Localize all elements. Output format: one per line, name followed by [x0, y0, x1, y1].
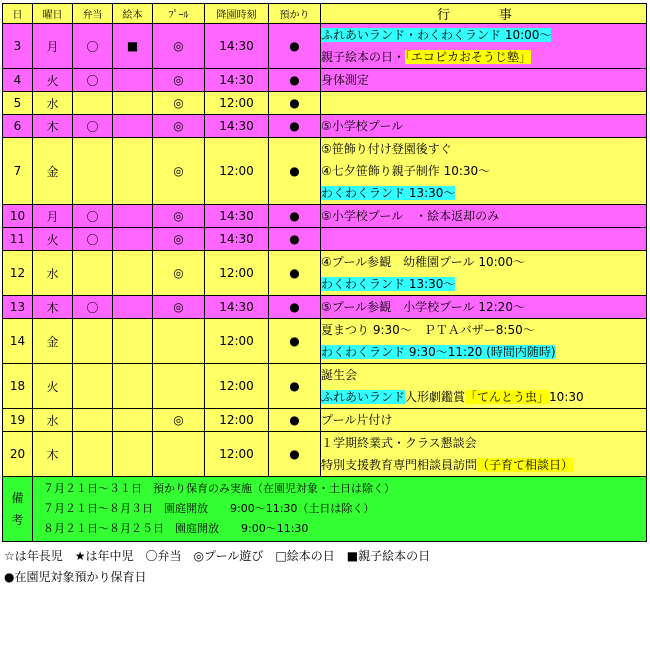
schedule-row — [3, 92, 647, 115]
header-azukari: 預かり — [269, 4, 321, 24]
day-cell: 12 — [3, 251, 33, 296]
event-text: 親子絵本の日・ — [321, 50, 406, 64]
bikou-line: ７月２１日～８月３日 園庭開放 9:00～11:30（土日は除く） — [43, 502, 375, 515]
dismissal-time-cell: 12:00 — [205, 319, 269, 364]
azukari-cell: ● — [269, 205, 321, 228]
dismissal-time-cell: 12:00 — [205, 409, 269, 432]
dismissal-time-cell: 12:00 — [205, 432, 269, 477]
ehon-cell — [113, 228, 153, 251]
day-cell: 6 — [3, 115, 33, 138]
dismissal-time-cell: 14:30 — [205, 228, 269, 251]
pool-cell: ◎ — [153, 24, 205, 69]
legend — [4, 546, 644, 588]
event-text: ④プール参観 幼稚園プール 10:00～ — [321, 255, 525, 269]
events-cell — [321, 138, 647, 205]
azukari-cell: ● — [269, 24, 321, 69]
ehon-cell — [113, 364, 153, 409]
bento-cell: 〇 — [73, 115, 113, 138]
header-dismissal-time: 降園時刻 — [205, 4, 269, 24]
bento-cell — [73, 319, 113, 364]
weekday-cell: 金 — [33, 319, 73, 364]
ehon-cell — [113, 92, 153, 115]
bento-cell — [73, 432, 113, 477]
header-events: 行 事 — [321, 4, 647, 24]
events-cell — [321, 296, 647, 319]
dismissal-time-cell: 12:00 — [205, 92, 269, 115]
azukari-cell: ● — [269, 115, 321, 138]
event-text: 「エコピカおそうじ塾」 — [405, 50, 532, 64]
event-text: 夏まつり 9:30～ ＰＴＡバザー8:50～ — [321, 323, 535, 337]
ehon-cell — [113, 296, 153, 319]
dismissal-time-cell: 12:00 — [205, 251, 269, 296]
weekday-cell: 火 — [33, 69, 73, 92]
day-cell: 18 — [3, 364, 33, 409]
ehon-cell — [113, 138, 153, 205]
ehon-cell — [113, 205, 153, 228]
event-line — [321, 251, 646, 273]
events-cell — [321, 69, 647, 92]
events-cell — [321, 115, 647, 138]
weekday-cell: 月 — [33, 24, 73, 69]
ehon-cell — [113, 409, 153, 432]
ehon-cell — [113, 251, 153, 296]
pool-cell: ◎ — [153, 409, 205, 432]
event-text: わくわくランド 13:30～ — [321, 277, 456, 291]
weekday-cell: 水 — [33, 251, 73, 296]
weekday-cell: 水 — [33, 92, 73, 115]
bento-cell — [73, 364, 113, 409]
event-text: ふれあいランド — [321, 390, 406, 404]
azukari-cell: ● — [269, 296, 321, 319]
weekday-cell: 水 — [33, 409, 73, 432]
day-cell: 4 — [3, 69, 33, 92]
weekday-cell: 金 — [33, 138, 73, 205]
bikou-row — [3, 477, 647, 542]
azukari-cell: ● — [269, 409, 321, 432]
pool-cell — [153, 432, 205, 477]
dismissal-time-cell: 14:30 — [205, 24, 269, 69]
header-weekday: 曜日 — [33, 4, 73, 24]
day-cell: 5 — [3, 92, 33, 115]
event-line — [321, 69, 646, 91]
event-text: ⑤小学校プール — [321, 119, 404, 133]
ehon-cell — [113, 432, 153, 477]
event-line — [321, 273, 646, 295]
ehon-cell — [113, 69, 153, 92]
events-cell — [321, 251, 647, 296]
event-line — [321, 24, 646, 46]
bento-cell: 〇 — [73, 69, 113, 92]
pool-cell — [153, 364, 205, 409]
event-text: 身体測定 — [321, 73, 370, 87]
event-text: 誕生会 — [321, 368, 358, 382]
header-day: 日 — [3, 4, 33, 24]
events-cell — [321, 409, 647, 432]
event-line — [321, 341, 646, 363]
ehon-cell — [113, 115, 153, 138]
event-line — [321, 115, 646, 137]
dismissal-time-cell: 14:30 — [205, 205, 269, 228]
weekday-cell: 木 — [33, 115, 73, 138]
event-text: 10:30 — [549, 390, 584, 404]
bento-cell — [73, 409, 113, 432]
bikou-line: ７月２１日～３１日 預かり保育のみ実施（在園児対象・土日は除く） — [43, 482, 395, 495]
schedule-row — [3, 228, 647, 251]
day-cell: 19 — [3, 409, 33, 432]
schedule-row — [3, 138, 647, 205]
azukari-cell: ● — [269, 69, 321, 92]
events-cell — [321, 228, 647, 251]
event-text: わくわくランド 9:30～11:20 (時間内随時) — [321, 345, 556, 359]
event-text: 人形劇鑑賞 — [405, 390, 466, 404]
event-line — [321, 182, 646, 204]
pool-cell: ◎ — [153, 296, 205, 319]
dismissal-time-cell: 14:30 — [205, 69, 269, 92]
day-cell: 11 — [3, 228, 33, 251]
schedule-row — [3, 24, 647, 69]
dismissal-time-cell: 14:30 — [205, 115, 269, 138]
bikou-content — [33, 477, 647, 542]
bento-cell: 〇 — [73, 205, 113, 228]
ehon-cell — [113, 319, 153, 364]
event-text: わくわくランド 13:30～ — [321, 186, 456, 200]
pool-cell: ◎ — [153, 251, 205, 296]
events-cell — [321, 24, 647, 69]
bento-cell — [73, 138, 113, 205]
day-cell: 7 — [3, 138, 33, 205]
event-text: １学期終業式・クラス懇談会 — [321, 436, 477, 450]
schedule-table — [2, 3, 647, 542]
schedule-row — [3, 115, 647, 138]
event-text: ふれあいランド・わくわくランド 10:00～ — [321, 28, 552, 42]
pool-cell: ◎ — [153, 228, 205, 251]
pool-cell: ◎ — [153, 92, 205, 115]
legend-line: ●在園児対象預かり保育日 — [4, 570, 147, 584]
azukari-cell: ● — [269, 228, 321, 251]
event-line — [321, 364, 646, 386]
weekday-cell: 火 — [33, 364, 73, 409]
event-text: 「てんとう虫」 — [465, 390, 550, 404]
weekday-cell: 火 — [33, 228, 73, 251]
bikou-label — [3, 477, 33, 542]
schedule-row — [3, 205, 647, 228]
event-line — [321, 296, 646, 318]
dismissal-time-cell: 12:00 — [205, 138, 269, 205]
day-cell: 10 — [3, 205, 33, 228]
legend-line: ☆は年長児 ★は年中児 〇弁当 ◎プール遊び □絵本の日 ■親子絵本の日 — [4, 549, 431, 563]
weekday-cell: 木 — [33, 432, 73, 477]
event-line — [321, 432, 646, 454]
event-line — [321, 409, 646, 431]
events-cell — [321, 364, 647, 409]
event-line — [321, 386, 646, 408]
bikou-line: ８月２１日～８月２５日 園庭開放 9:00～11:30 — [43, 522, 309, 535]
weekday-cell: 木 — [33, 296, 73, 319]
header-ehon: 絵本 — [113, 4, 153, 24]
header-pool: ﾌﾟｰﾙ — [153, 4, 205, 24]
event-text: ⑤プール参観 小学校プール 12:20～ — [321, 300, 525, 314]
event-line — [321, 138, 646, 160]
day-cell: 3 — [3, 24, 33, 69]
schedule-row — [3, 432, 647, 477]
pool-cell — [153, 319, 205, 364]
bento-cell: 〇 — [73, 24, 113, 69]
event-text: ④七夕笹飾り親子制作 10:30～ — [321, 164, 491, 178]
event-line — [321, 319, 646, 341]
schedule-row — [3, 364, 647, 409]
schedule-row — [3, 319, 647, 364]
events-cell — [321, 319, 647, 364]
day-cell: 20 — [3, 432, 33, 477]
azukari-cell: ● — [269, 251, 321, 296]
pool-cell: ◎ — [153, 115, 205, 138]
bento-cell: 〇 — [73, 228, 113, 251]
event-text: ⑤笹飾り付け登園後すぐ — [321, 142, 452, 156]
schedule-row — [3, 296, 647, 319]
pool-cell: ◎ — [153, 205, 205, 228]
bento-cell: 〇 — [73, 296, 113, 319]
dismissal-time-cell: 14:30 — [205, 296, 269, 319]
header-bento: 弁当 — [73, 4, 113, 24]
event-line — [321, 46, 646, 68]
day-cell: 14 — [3, 319, 33, 364]
event-text: 特別支援教育専門相談員訪問 — [321, 458, 478, 472]
azukari-cell: ● — [269, 138, 321, 205]
azukari-cell: ● — [269, 364, 321, 409]
ehon-cell: ■ — [113, 24, 153, 69]
bikou-label-text: 備 考 — [11, 491, 24, 527]
event-line — [321, 205, 646, 227]
azukari-cell: ● — [269, 432, 321, 477]
event-line — [321, 454, 646, 476]
schedule-row — [3, 409, 647, 432]
azukari-cell: ● — [269, 319, 321, 364]
event-line — [321, 160, 646, 182]
schedule-row — [3, 251, 647, 296]
event-text: ⑤小学校プール ・絵本返却のみ — [321, 209, 500, 223]
day-cell: 13 — [3, 296, 33, 319]
schedule-row — [3, 69, 647, 92]
bento-cell — [73, 92, 113, 115]
bento-cell — [73, 251, 113, 296]
events-cell — [321, 205, 647, 228]
event-text: プール片付け — [321, 413, 393, 427]
event-text: （子育て相談日） — [477, 458, 574, 472]
events-cell — [321, 92, 647, 115]
pool-cell: ◎ — [153, 138, 205, 205]
dismissal-time-cell: 12:00 — [205, 364, 269, 409]
events-cell — [321, 432, 647, 477]
azukari-cell: ● — [269, 92, 321, 115]
pool-cell: ◎ — [153, 69, 205, 92]
weekday-cell: 月 — [33, 205, 73, 228]
header-row — [3, 4, 647, 24]
